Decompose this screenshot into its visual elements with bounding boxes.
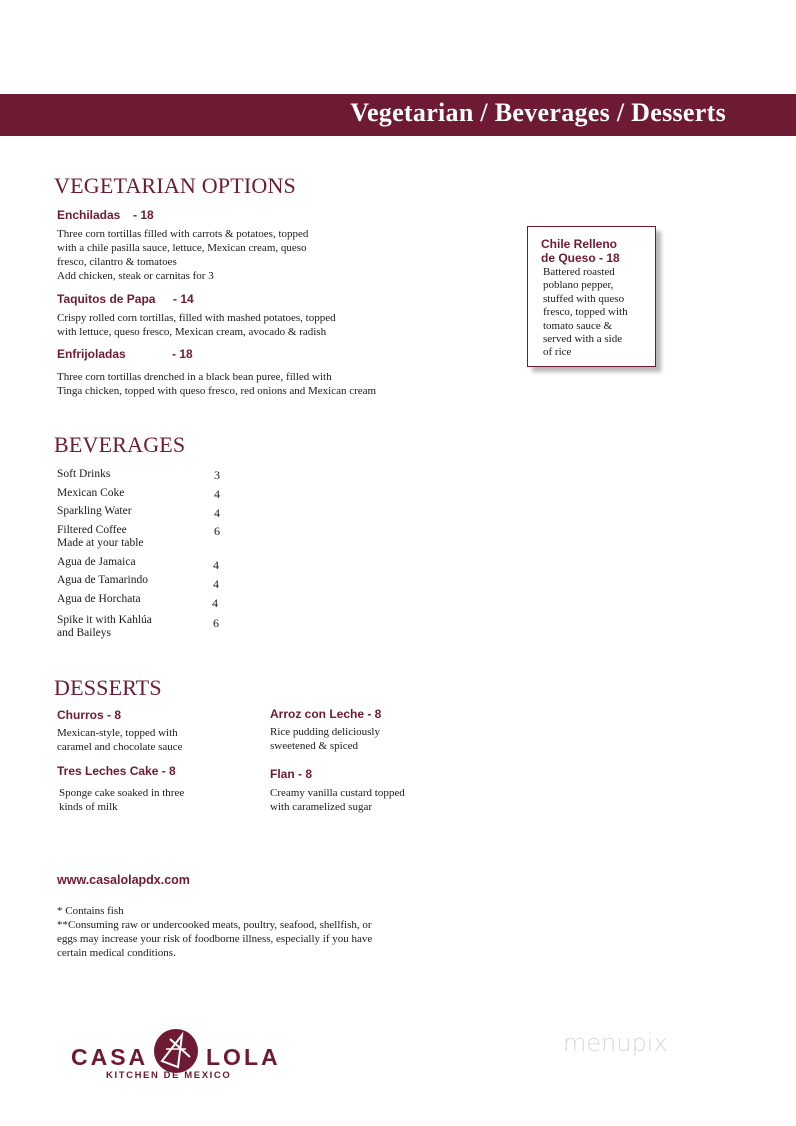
beverage-subtext: and Baileys [57,627,111,639]
desc-line: poblano pepper, [543,279,614,292]
header-banner [0,94,796,136]
footer-note-line: eggs may increase your risk of foodborne illness, especially if you have [57,933,373,945]
desc-line: Tinga chicken, topped with queso fresco, red onions and Mexican cream [57,385,377,397]
desc-line: stuffed with queso [543,292,625,305]
footer-notes [57,904,372,960]
beverage-name: Agua de Jamaica [57,556,136,568]
desc-line: served with a side [543,333,623,346]
dessert-flan-desc [270,786,405,814]
beverage-name: Agua de Horchata [57,593,141,605]
desc-line: fresco, cilantro & tomatoes [57,256,177,268]
desc-line: fresco, topped with [543,306,628,319]
dessert-tres-leches-name: Tres Leches Cake - 8 [57,764,176,778]
watermark-text: menupix [563,1029,668,1057]
logo-text-left: CASA [71,1044,149,1070]
beverage-price: 4 [212,596,218,610]
beverage-name: Soft Drinks [57,468,111,480]
dessert-arroz-desc [270,725,380,753]
desc-line: Three corn tortillas filled with carrots & potatoes, topped [57,228,309,240]
beverage-name: Filtered Coffee [57,524,127,536]
desc-line: with lettuce, queso fresco, Mexican cream, avocado & radish [57,326,327,338]
beverage-price: 4 [214,487,220,501]
dessert-flan-name: Flan - 8 [270,767,313,781]
menu-item-taquitos-name: Taquitos de Papa [57,292,156,306]
page-title: Vegetarian / Beverages / Desserts [350,98,726,127]
dessert-churros-desc [57,726,183,754]
logo-subtitle: KITCHEN DE MEXICO [106,1070,232,1081]
desc-line: tomato sauce & [543,319,613,332]
beverage-price: 4 [214,506,220,520]
desc-line: Rice pudding deliciously [270,726,380,738]
footer-note-line: **Consuming raw or undercooked meats, poultry, seafood, shellfish, or [57,919,372,931]
beverages-section-title: BEVERAGES [54,432,186,457]
beverage-subtext: Made at your table [57,537,144,549]
desc-line: Add chicken, steak or carnitas for 3 [57,270,214,282]
featured-item-desc [543,266,628,360]
featured-name-line: Chile Relleno [541,237,618,251]
beverage-name: Spike it with Kahlúa [57,614,152,626]
desc-line: Mexican-style, topped with [57,727,178,739]
menu-item-enfrijoladas-desc [57,370,376,398]
beverage-name: Mexican Coke [57,487,125,499]
desc-line: Sponge cake soaked in three [59,787,185,799]
desc-line: sweetened & spiced [270,740,358,752]
dessert-tres-leches-desc [59,786,184,814]
desc-line: Crispy rolled corn tortillas, filled with mashed potatoes, topped [57,312,336,324]
footer-note-line: certain medical conditions. [57,947,176,959]
beverage-name: Agua de Tamarindo [57,574,148,586]
beverage-name: Sparkling Water [57,505,132,517]
menu-item-enchiladas-price: - 18 [133,208,154,222]
vegetarian-section-title: VEGETARIAN OPTIONS [54,173,296,198]
desc-line: caramel and chocolate sauce [57,741,183,753]
featured-name-line: de Queso - 18 [541,251,620,265]
menu-item-enchiladas-name: Enchiladas [57,208,121,222]
desc-line: Battered roasted [543,266,615,278]
menu-item-taquitos-desc [57,311,336,339]
logo-emblem-icon [152,1027,200,1075]
dessert-churros-name: Churros - 8 [57,708,122,722]
desserts-section-title: DESSERTS [54,675,162,700]
desc-line: of rice [543,346,572,359]
footer-note-line: * Contains fish [57,905,124,917]
beverage-price: 4 [213,558,219,572]
beverage-price: 4 [213,577,219,591]
desc-line: with caramelized sugar [270,801,373,813]
menu-item-enfrijoladas-name: Enfrijoladas [57,347,126,361]
menu-item-taquitos-price: - 14 [173,292,194,306]
beverage-price: 6 [214,524,220,538]
featured-item-name [541,237,620,265]
desc-line: Three corn tortillas drenched in a black bean puree, filled with [57,371,332,383]
website-link[interactable]: www.casalolapdx.com [57,873,190,887]
desc-line: kinds of milk [59,801,118,813]
menu-item-enchiladas-desc [57,227,308,283]
desc-line: Creamy vanilla custard topped [270,787,405,799]
dessert-arroz-name: Arroz con Leche - 8 [270,707,382,721]
beverage-price: 6 [213,616,219,630]
featured-item-box [527,226,656,367]
menu-item-enfrijoladas-price: - 18 [172,347,193,361]
desc-line: with a chile pasilla sauce, lettuce, Mexican cream, queso [57,242,307,254]
beverage-price: 3 [214,468,220,482]
logo-text-right: LOLA [206,1044,281,1070]
